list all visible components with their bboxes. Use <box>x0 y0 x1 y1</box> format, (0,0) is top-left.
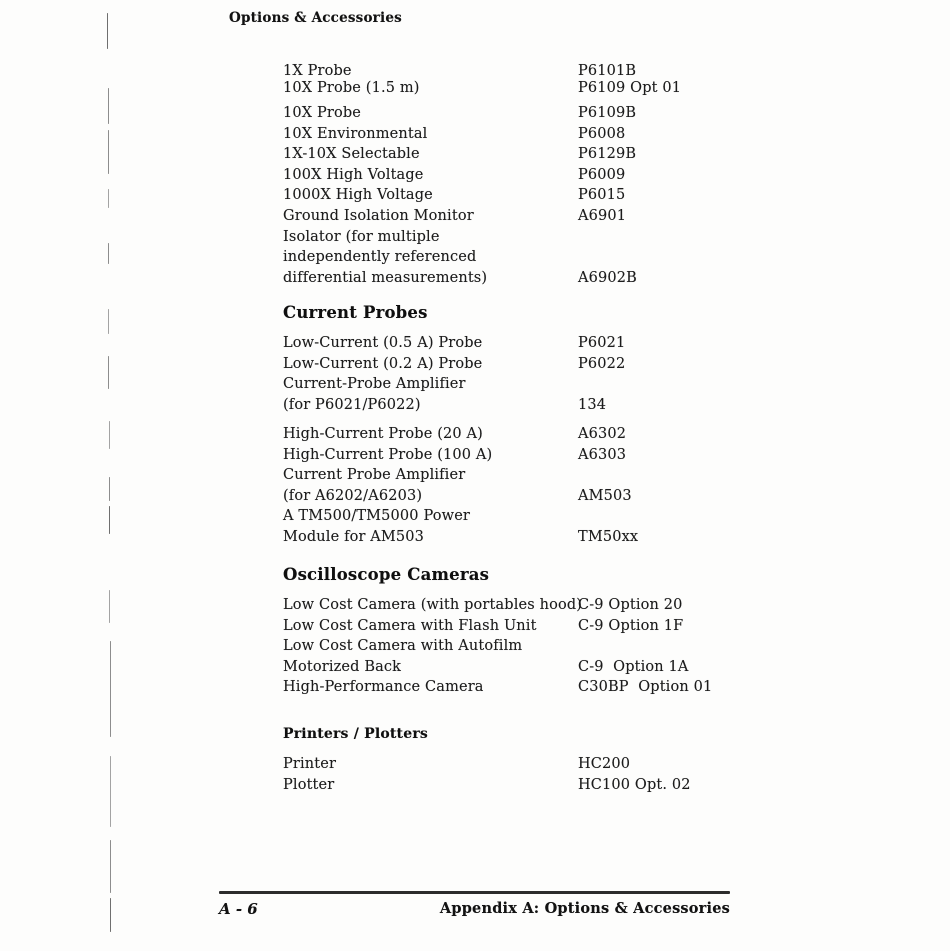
item-label: (for A6202/A6203) <box>283 487 423 504</box>
catalog-row <box>283 754 691 775</box>
catalog-row <box>283 595 712 616</box>
scan-artifact-mark <box>109 506 110 534</box>
catalog-row <box>283 206 637 227</box>
item-label: 1X Probe <box>283 63 352 79</box>
part-number: P6015 <box>578 187 626 204</box>
part-number: C-9 Option 1F <box>578 617 684 634</box>
scan-artifact-mark <box>108 243 109 264</box>
catalog-row <box>283 616 712 637</box>
catalog-row <box>283 227 637 248</box>
catalog-row <box>283 185 637 206</box>
part-number: 134 <box>578 396 607 413</box>
scan-artifact-mark <box>110 756 111 827</box>
item-label: High-Current Probe (20 A) <box>283 426 483 442</box>
item-label: 10X Environmental <box>283 125 428 142</box>
catalog-row <box>283 374 625 395</box>
scan-artifact-mark <box>109 590 110 623</box>
item-label: Current-Probe Amplifier <box>283 376 466 393</box>
scan-artifact-mark <box>109 477 110 501</box>
catalog-row <box>283 424 638 445</box>
item-label: Low-Current (0.5 A) Probe <box>283 335 483 351</box>
scan-artifact-mark <box>110 641 111 737</box>
catalog-row <box>283 506 638 527</box>
item-label: Low Cost Camera (with portables hood) <box>283 597 583 613</box>
item-label: Module for AM503 <box>283 528 425 545</box>
printer-list <box>283 754 691 795</box>
part-number: P6008 <box>578 125 626 142</box>
section-heading-printers-plotters: Printers / Plotters <box>283 726 428 742</box>
section-heading-current-probes: Current Probes <box>283 303 428 322</box>
catalog-row <box>283 80 681 97</box>
item-label: High-Current Probe (100 A) <box>283 446 493 463</box>
part-number: C30BP Option 01 <box>578 679 713 696</box>
part-number: A6303 <box>578 446 627 463</box>
part-number: P6109 Opt 01 <box>578 79 682 96</box>
footer-chapter-title: Appendix A: Options & Accessories <box>439 900 730 917</box>
catalog-row <box>283 103 637 124</box>
current-probes-list-high <box>283 424 638 548</box>
part-number: P6009 <box>578 166 626 183</box>
item-label: 10X Probe (1.5 m) <box>283 79 420 96</box>
part-number: A6302 <box>578 426 627 442</box>
part-number: P6109B <box>578 105 637 121</box>
catalog-row <box>283 677 712 698</box>
scan-artifact-mark <box>108 309 109 334</box>
scan-artifact-mark <box>110 840 111 893</box>
item-label: Current Probe Amplifier <box>283 467 466 484</box>
part-number: HC200 <box>578 756 631 772</box>
part-number: C-9 Option 20 <box>578 597 683 613</box>
catalog-row <box>283 354 625 375</box>
item-label: Printer <box>283 756 337 772</box>
catalog-row <box>283 657 712 678</box>
scan-artifact-mark <box>108 356 109 389</box>
part-number: HC100 Opt. 02 <box>578 776 691 793</box>
item-label: High-Performance Camera <box>283 679 484 696</box>
part-number: A6902B <box>578 269 637 286</box>
item-label: Low Cost Camera with Autofilm <box>283 638 523 655</box>
scan-artifact-mark <box>107 13 108 49</box>
catalog-row <box>283 486 638 507</box>
catalog-row <box>283 124 637 145</box>
probe-list-top <box>283 63 681 96</box>
item-label: Low Cost Camera with Flash Unit <box>283 617 537 634</box>
item-label: 100X High Voltage <box>283 166 424 183</box>
camera-list <box>283 595 712 698</box>
running-header: Options & Accessories <box>229 10 402 26</box>
item-label: (for P6021/P6022) <box>283 396 421 413</box>
part-number: C-9 Option 1A <box>578 658 689 675</box>
catalog-row <box>283 144 637 165</box>
item-label: A TM500/TM5000 Power <box>283 508 471 525</box>
catalog-row <box>283 333 625 354</box>
part-number: TM50xx <box>578 528 639 545</box>
part-number: A6901 <box>578 207 627 224</box>
item-label: Motorized Back <box>283 658 402 675</box>
catalog-row <box>283 465 638 486</box>
catalog-row <box>283 775 691 796</box>
catalog-row <box>283 63 681 80</box>
item-label: 1000X High Voltage <box>283 187 433 204</box>
item-label: Ground Isolation Monitor <box>283 207 474 224</box>
catalog-row <box>283 165 637 186</box>
item-label: differential measurements) <box>283 269 488 286</box>
scan-artifact-mark <box>108 189 109 208</box>
catalog-row <box>283 636 712 657</box>
section-heading-oscilloscope-cameras: Oscilloscope Cameras <box>283 565 490 584</box>
scan-artifact-mark <box>109 421 110 449</box>
part-number: P6129B <box>578 146 637 163</box>
catalog-row <box>283 445 638 466</box>
catalog-row <box>283 247 637 268</box>
item-label: Plotter <box>283 776 335 793</box>
footer-rule <box>219 891 730 894</box>
probe-list <box>283 103 637 288</box>
part-number: P6021 <box>578 335 626 351</box>
item-label: independently referenced <box>283 249 477 266</box>
page-number: A - 6 <box>219 900 258 918</box>
scan-artifact-mark <box>108 130 109 174</box>
scan-artifact-mark <box>108 88 109 124</box>
catalog-row <box>283 395 625 416</box>
part-number: AM503 <box>578 487 632 504</box>
item-label: Isolator (for multiple <box>283 228 440 245</box>
current-probes-list-low <box>283 333 625 415</box>
item-label: 10X Probe <box>283 105 362 121</box>
item-label: Low-Current (0.2 A) Probe <box>283 355 483 372</box>
item-label: 1X-10X Selectable <box>283 146 420 163</box>
part-number: P6022 <box>578 355 626 372</box>
part-number: P6101B <box>578 63 637 79</box>
catalog-row <box>283 268 637 289</box>
catalog-row <box>283 527 638 548</box>
